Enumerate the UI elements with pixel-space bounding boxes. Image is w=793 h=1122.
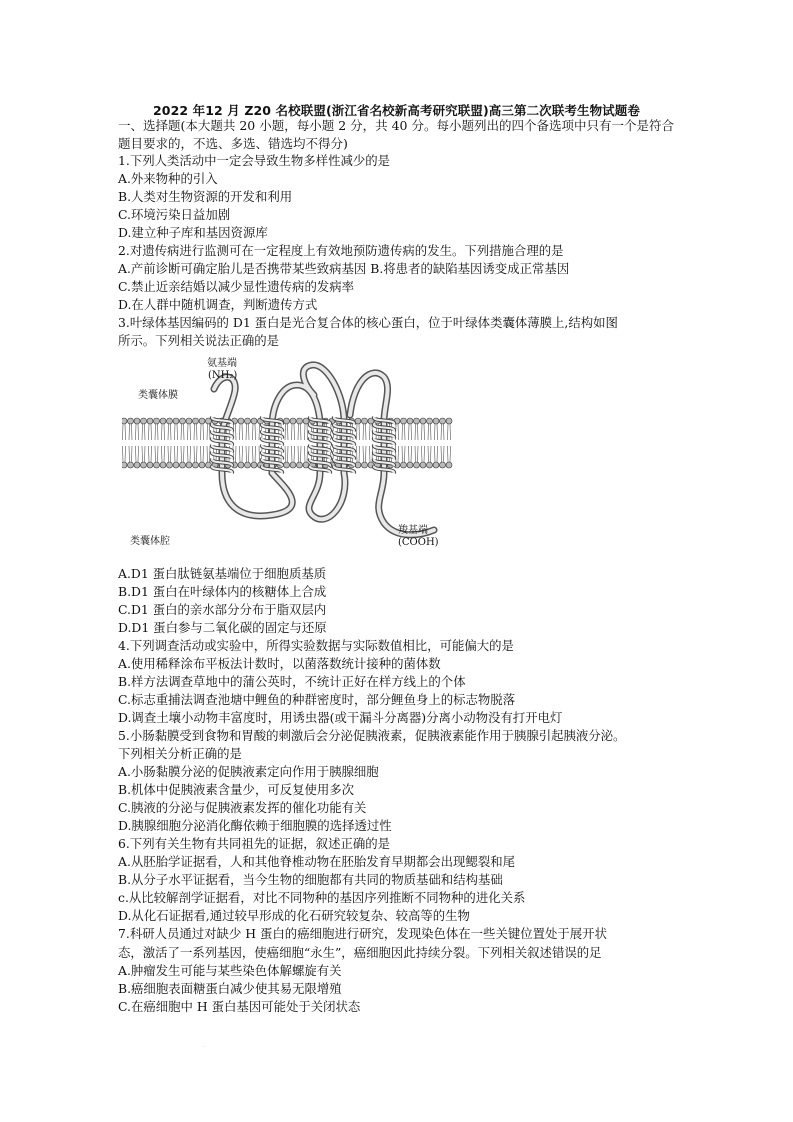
question-2-option-d: D.在人群中随机调查，判断遗传方式 [118, 297, 318, 313]
question-2-option-ab: A.产前诊断可确定胎儿是否携带某些致病基因 B.将患者的缺陷基因诱变成正常基因 [118, 261, 570, 277]
question-1-option-c: C.环境污染日益加剧 [118, 207, 231, 223]
question-7-stem-line1: 7.科研人员通过对缺少 H 蛋白的癌细胞进行研究，发现染色体在一些关键位置处于展开状 [118, 926, 607, 942]
question-4-option-a: A.使用稀释涂布平板法计数时，以菌落数统计接种的菌体数 [118, 655, 441, 671]
question-7-stem-line2: 态，激活了一系列基因，使癌细胞“永生”，癌细胞因此持续分裂。下列相关叙述错误的足 [118, 944, 602, 960]
question-3-stem-line1: 3.叶绿体基因编码的 D1 蛋白是光合复合体的核心蛋白，位于叶绿体类囊体薄膜上,结构如图 [118, 315, 618, 331]
question-1-option-b: B.人类对生物资源的开发和利用 [118, 189, 293, 205]
question-3-stem-line2: 所示。下列相关说法正确的是 [118, 333, 280, 349]
amino-terminus-formula: (NH₂) [208, 369, 238, 381]
question-1-option-a: A.外来物种的引入 [118, 171, 218, 187]
question-5-option-b: B.机体中促胰液素含量少，可反复使用多次 [118, 782, 355, 798]
question-5-option-a: A.小肠黏膜分泌的促胰液素定向作用于胰腺细胞 [118, 764, 379, 780]
question-4-option-b: B.样方法调查草地中的蒲公英时，不统计正好在样方线上的个体 [118, 673, 466, 689]
d1-protein-membrane-figure [122, 355, 472, 565]
question-4-option-d: D.调查土壤小动物丰富度时，用诱虫器(或干漏斗分离器)分离小动物没有打开电灯 [118, 709, 563, 725]
question-3-option-a: A.D1 蛋白肽链氨基端位于细胞质基质 [118, 565, 327, 581]
section-instructions: 一、选择题(本大题共 20 小题，每小题 2 分，共 40 分。每小题列出的四个备选项中只有一个是符合题目要求的，不选、多选、错选均不得分) [118, 118, 674, 151]
thylakoid-membrane-label: 类囊体膜 [138, 389, 178, 401]
question-6-option-d: D.从化石证据看,通过较早形成的化石研究较复杂、较高等的生物 [118, 908, 470, 924]
question-3-option-b: B.D1 蛋白在叶绿体内的核糖体上合成 [118, 583, 327, 599]
question-5-option-c: C.胰液的分泌与促胰液素发挥的催化功能有关 [118, 800, 367, 816]
question-6-option-b: B.从分子水平证据看，当今生物的细胞都有共同的物质基础和结构基础 [118, 872, 503, 888]
amino-terminus-label: 氨基端 [207, 357, 237, 369]
question-3-option-d: D.D1 蛋白参与二氧化碳的固定与还原 [118, 619, 327, 635]
carboxyl-terminus-formula: (COOH) [398, 536, 439, 548]
question-5-option-d: D.胰腺细胞分泌消化酶依赖于细胞膜的选择透过性 [118, 818, 392, 834]
questions-area [118, 152, 698, 1016]
question-1-option-d: D.建立种子库和基因资源库 [118, 225, 268, 241]
question-6-option-a: A.从胚胎学证据看，人和其他脊椎动物在胚胎发育早期都会出现鳃裂和尾 [118, 854, 515, 870]
question-7-option-c: C.在癌细胞中 H 蛋白基因可能处于关闭状态 [118, 998, 361, 1014]
question-7-option-a: A.肿瘤发生可能与某些染色体解螺旋有关 [118, 962, 342, 978]
question-5-stem-line1: 5.小肠黏膜受到食物和胃酸的刺激后会分泌促胰液素，促胰液素能作用于胰腺引起胰液分泌。 [118, 727, 626, 743]
question-6-stem: 6.下列有关生物有共同祖先的证据，叙述正确的是 [118, 836, 391, 852]
question-4-stem: 4.下列调查活动或实验中，所得实验数据与实际数值相比，可能偏大的是 [118, 637, 514, 653]
page-title: 2022 年12 月 Z20 名校联盟(浙江省名校新高考研究联盟)高三第二次联考生物试题卷 [153, 103, 640, 118]
question-5-stem-line2: 下列相关分析正确的是 [118, 745, 242, 761]
question-4-option-c: C.标志重捕法调查池塘中鲤鱼的种群密度时，部分鲤鱼身上的标志物脱落 [118, 691, 516, 707]
question-2-option-c: C.禁止近亲结婚以减少显性遗传病的发病率 [118, 279, 355, 295]
thylakoid-lumen-label: 类囊体腔 [130, 535, 170, 547]
footer-mark: . [203, 1042, 205, 1049]
question-1-stem: 1.下列人类活动中一定会导致生物多样性减少的是 [118, 153, 391, 168]
carboxyl-terminus-label: 羧基端 [398, 524, 428, 536]
question-2-stem: 2.对遗传病进行监测可在一定程度上有效地预防遗传病的发生。下列措施合理的是 [118, 243, 564, 259]
question-6-option-c: c.从比较解剖学证据看，对比不同物种的基因序列推断不同物种的进化关系 [118, 890, 526, 906]
question-7-option-b: B.癌细胞表面糖蛋白减少使其易无限增殖 [118, 980, 342, 996]
question-3-option-c: C.D1 蛋白的亲水部分分布于脂双层内 [118, 601, 327, 617]
